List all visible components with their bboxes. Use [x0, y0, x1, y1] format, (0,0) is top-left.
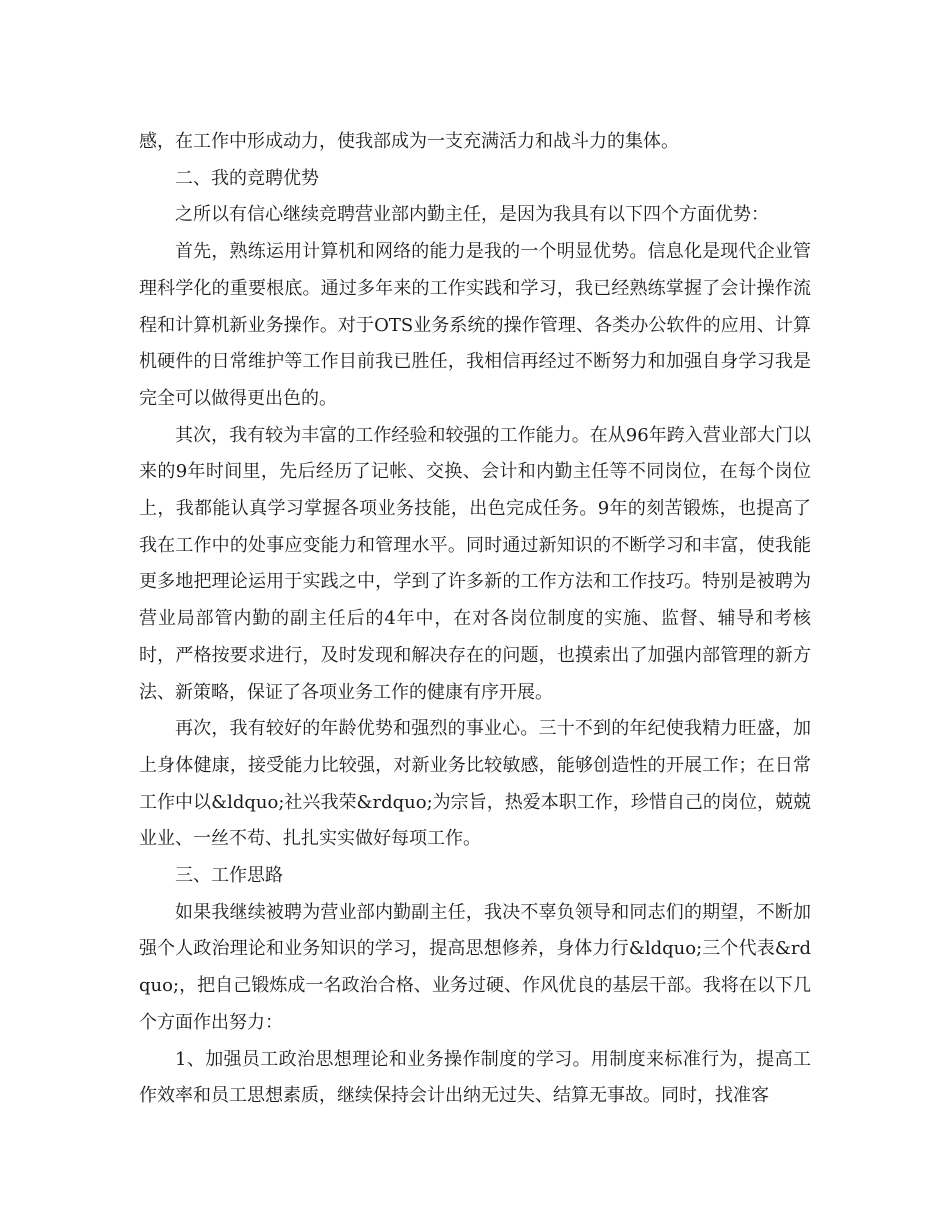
section-heading-work-ideas: 三、工作思路	[175, 865, 283, 887]
paragraph-item-1: 1、加强员工政治思想理论和业务操作制度的学习。用制度来标准行为，提高工作效率和员工思想素质，继续保持会计出纳无过失、结算无事故。同时，找准客	[139, 1048, 811, 1107]
paragraph-work-ideas-intro: 如果我继续被聘为营业部内勤副主任，我决不辜负领导和同志们的期望，不断加强个人政治理论和业务知识的学习，提高思想修养，身体力行&ldquo;三个代表&rdquo;，把自己锻炼成一名政治合格、业务过硬、作风优良的基层干部。我将在以下几个方面作出努力：	[139, 901, 811, 1033]
section-heading-advantages: 二、我的竞聘优势	[175, 167, 319, 189]
paragraph-continuation: 感，在工作中形成动力，使我部成为一支充满活力和战斗力的集体。	[139, 131, 679, 152]
paragraph-third-advantage: 再次，我有较好的年龄优势和强烈的事业心。三十不到的年纪使我精力旺盛，加上身体健康，接受能力比较强，对新业务比较敏感，能够创造性的开展工作；在日常工作中以&ldquo;社兴我荣&rdquo;为宗旨，热爱本职工作，珍惜自己的岗位，兢兢业业、一丝不苟、扎扎实实做好每项工作。	[139, 718, 811, 850]
document-body	[139, 124, 811, 1115]
paragraph-second-advantage: 其次，我有较为丰富的工作经验和较强的工作能力。在从96年跨入营业部大门以来的9年时间里，先后经历了记帐、交换、会计和内勤主任等不同岗位，在每个岗位上，我都能认真学习掌握各项业务技能，出色完成任务。9年的刻苦锻炼，也提高了我在工作中的处事应变能力和管理水平。同时通过新知识的不断学习和丰富，使我能更多地把理论运用于实践之中，学到了许多新的工作方法和工作技巧。特别是被聘为营业局部管内勤的副主任后的4年中，在对各岗位制度的实施、监督、辅导和考核时，严格按要求进行，及时发现和解决存在的问题，也摸索出了加强内部管理的新方法、新策略，保证了各项业务工作的健康有序开展。	[139, 424, 811, 703]
paragraph-advantages-intro: 之所以有信心继续竞聘营业部内勤主任，是因为我具有以下四个方面优势：	[175, 204, 769, 226]
paragraph-first-advantage: 首先，熟练运用计算机和网络的能力是我的一个明显优势。信息化是现代企业管理科学化的重要根底。通过多年来的工作实践和学习，我已经熟练掌握了会计操作流程和计算机新业务操作。对于OTS业务系统的操作管理、各类办公软件的应用、计算机硬件的日常维护等工作目前我已胜任，我相信再经过不断努力和加强自身学习我是完全可以做得更出色的。	[139, 241, 811, 409]
